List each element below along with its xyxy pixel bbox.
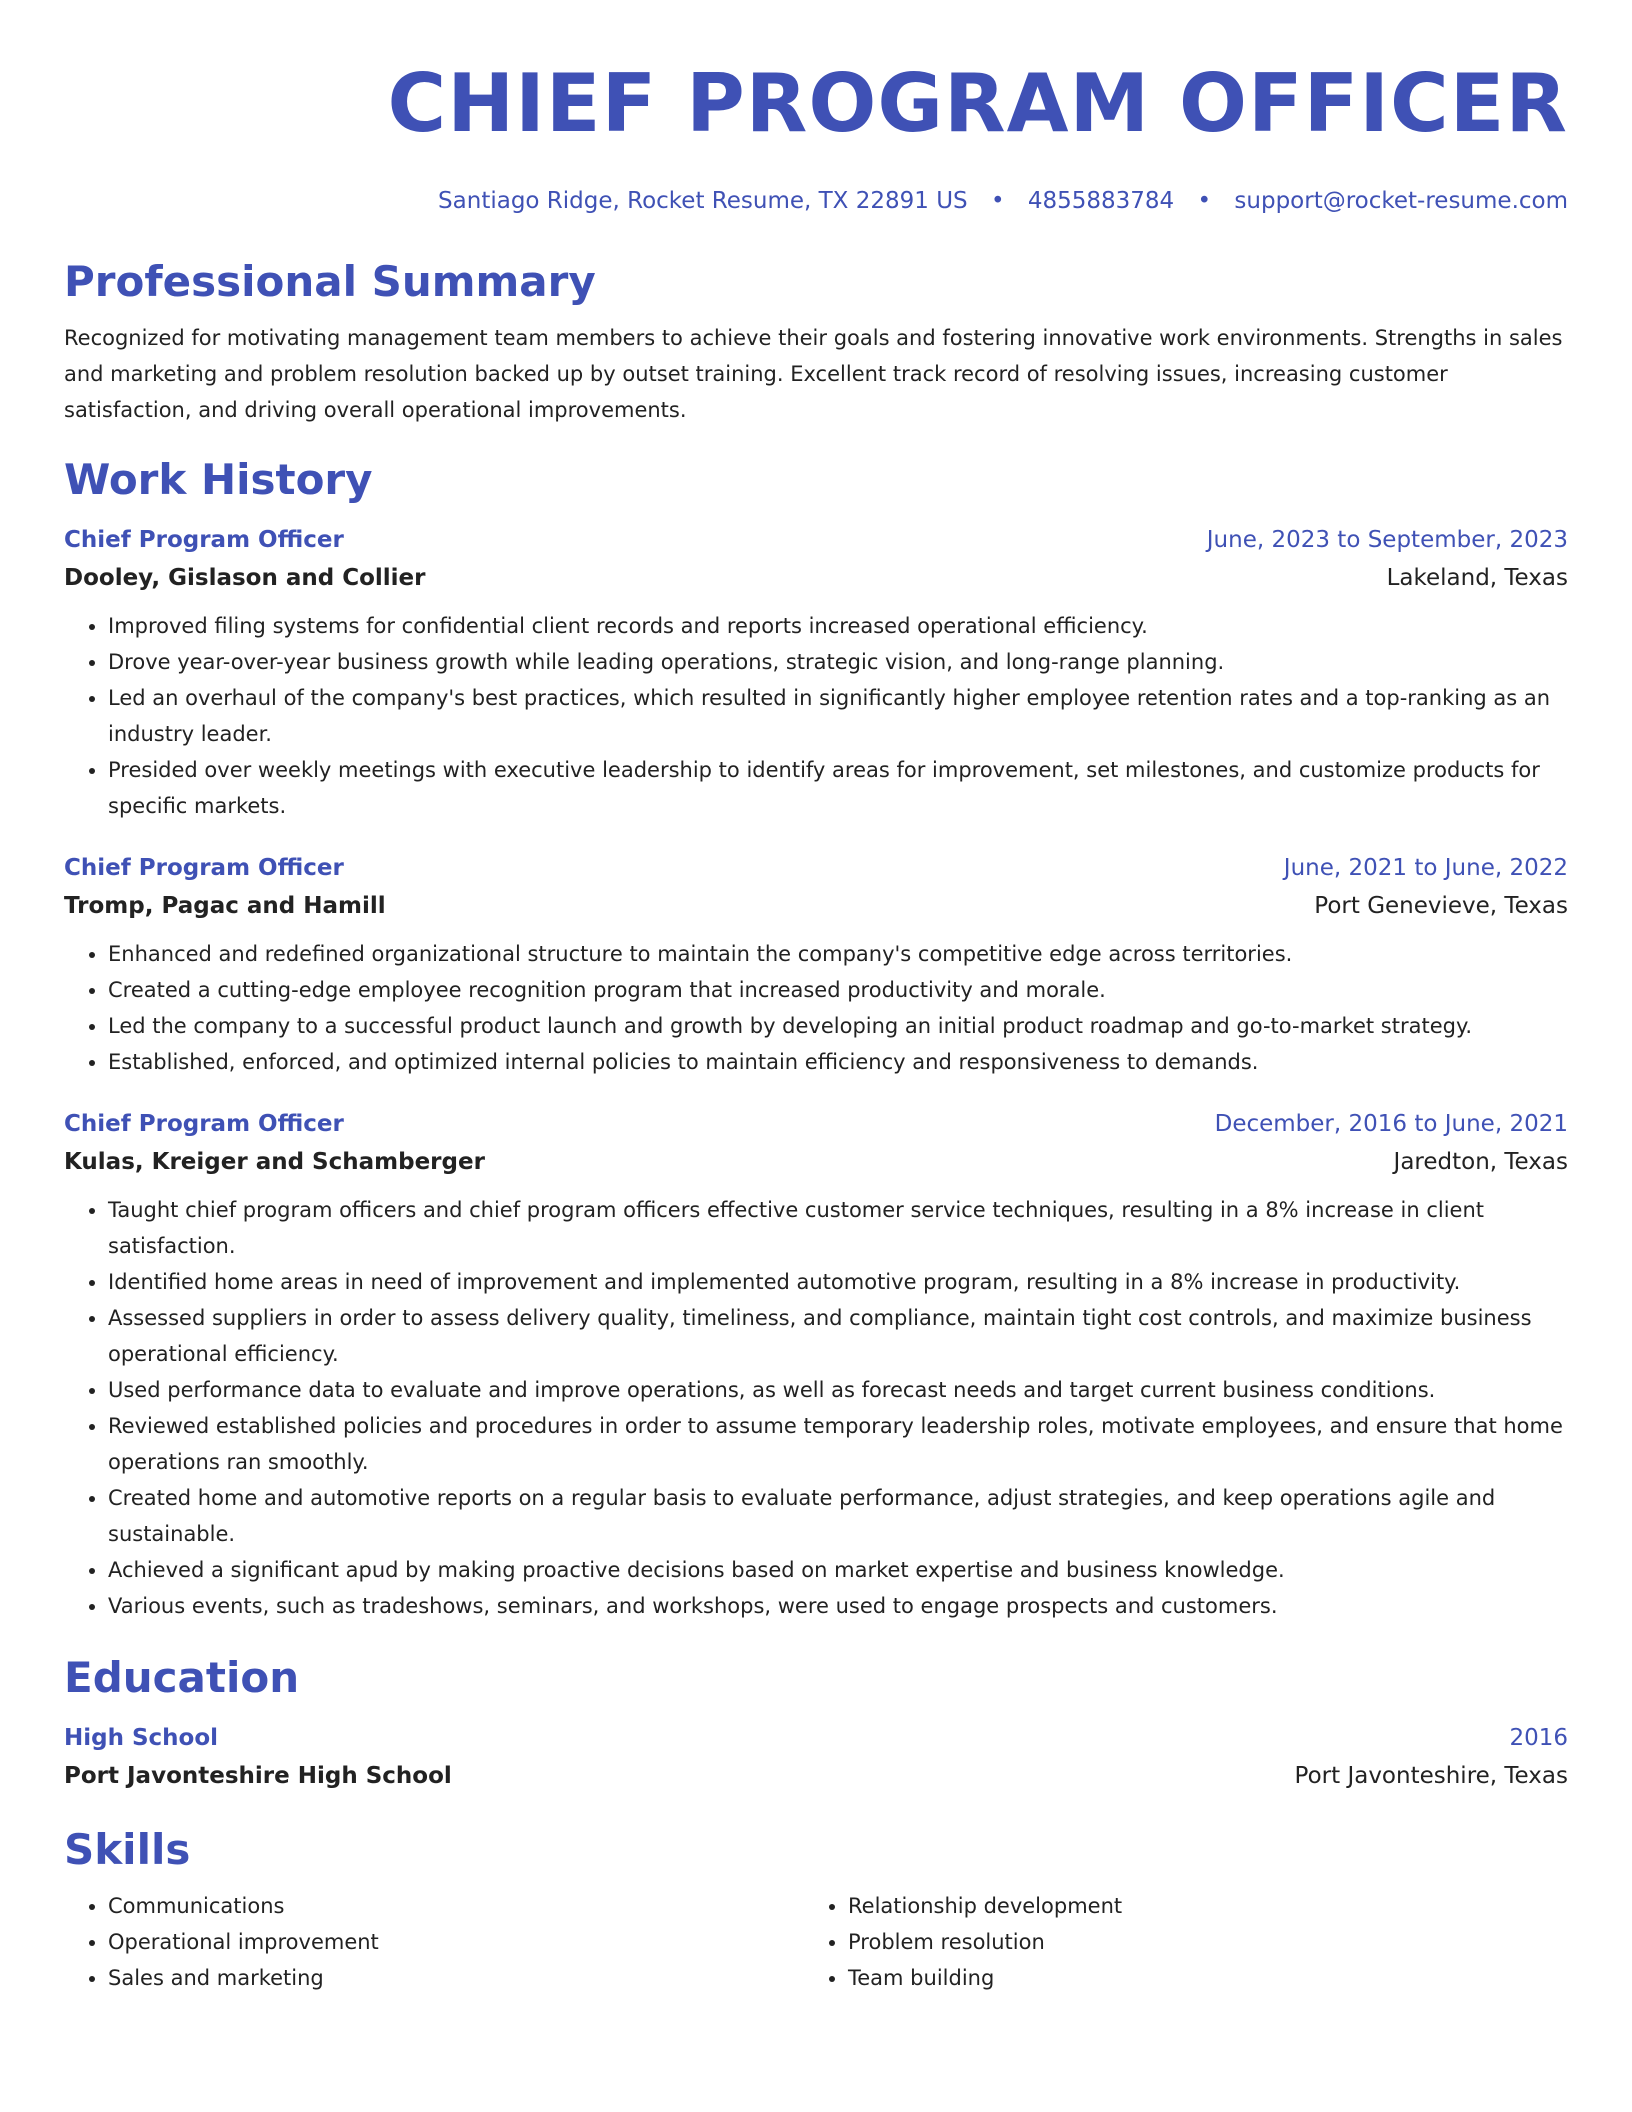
- list-item: • Taught chief program officers and chief program officers effective customer service techniques, resulting in a 8% increase in client satisfaction.: [108, 1192, 1568, 1264]
- list-item: • Used performance data to evaluate and improve operations, as well as forecast needs and target current business conditions.: [108, 1372, 1568, 1408]
- list-item: • Led an overhaul of the company's best practices, which resulted in significantly higher employee retention rates and a top-ranking as an industry leader.: [108, 680, 1568, 752]
- job-company: Tromp, Pagac and Hamill: [64, 893, 386, 919]
- list-item: • Assessed suppliers in order to assess delivery quality, timeliness, and compliance, maintain tight cost controls, and maximize business operational efficiency.: [108, 1300, 1568, 1372]
- job-entry: [64, 522, 1568, 824]
- list-item: • Enhanced and redefined organizational structure to maintain the company's competitive edge across territories.: [108, 936, 1568, 972]
- job-location: Port Genevieve, Texas: [1314, 893, 1568, 919]
- work-history-heading: Work History: [64, 455, 373, 504]
- education-heading: Education: [64, 1653, 300, 1702]
- list-item: • Led the company to a successful product launch and growth by developing an initial product roadmap and go-to-market strategy.: [108, 1008, 1568, 1044]
- list-item: • Identified home areas in need of improvement and implemented automotive program, resulting in a 8% increase in productivity.: [108, 1264, 1568, 1300]
- list-item: • Sales and marketing: [108, 1960, 804, 1996]
- list-item: • Drove year-over-year business growth while leading operations, strategic vision, and long-range planning.: [108, 644, 1568, 680]
- candidate-title: CHIEF PROGRAM OFFICER: [387, 57, 1568, 150]
- list-item: • Team building: [848, 1960, 1544, 1996]
- summary-heading: Professional Summary: [64, 257, 596, 306]
- resume-header: [64, 0, 1568, 216]
- list-item: • Created home and automotive reports on a regular basis to evaluate performance, adjust strategies, and keep operations agile and sustainable.: [108, 1480, 1568, 1552]
- job-dates: December, 2016 to June, 2021: [1214, 1111, 1568, 1137]
- skills-column-left: [64, 1888, 804, 1996]
- contact-address: Santiago Ridge, Rocket Resume, TX 22891 US: [438, 188, 968, 214]
- list-item: • Problem resolution: [848, 1924, 1544, 1960]
- skills-column-right: [804, 1888, 1544, 1996]
- summary-text: Recognized for motivating management team members to achieve their goals and fostering innovative work environments. Strengths in sales and marketing and problem resolution backed up by outset training. Excellent track record of resolving issues, increasing customer satisfaction, and driving overall operational improvements.: [64, 326, 1563, 422]
- job-role: Chief Program Officer: [64, 1111, 344, 1137]
- list-item: • Achieved a significant apud by making proactive decisions based on market expertise and business knowledge.: [108, 1552, 1568, 1588]
- list-item: • Improved filing systems for confidential client records and reports increased operational efficiency.: [108, 608, 1568, 644]
- contact-separator: •: [1197, 188, 1212, 214]
- job-dates: June, 2021 to June, 2022: [1283, 855, 1568, 881]
- job-company: Kulas, Kreiger and Schamberger: [64, 1149, 485, 1175]
- job-bullets: [64, 608, 1568, 824]
- list-item: • Established, enforced, and optimized internal policies to maintain efficiency and responsiveness to demands.: [108, 1044, 1568, 1080]
- job-entry: [64, 1106, 1568, 1624]
- list-item: • Relationship development: [848, 1888, 1544, 1924]
- skills-list: [64, 1888, 1568, 1996]
- education-year: 2016: [1509, 1725, 1568, 1751]
- contact-line: [64, 186, 1568, 216]
- list-item: • Operational improvement: [108, 1924, 804, 1960]
- skills-heading: Skills: [64, 1825, 191, 1874]
- list-item: • Created a cutting-edge employee recognition program that increased productivity and morale.: [108, 972, 1568, 1008]
- job-entry: [64, 850, 1568, 1080]
- education-location: Port Javonteshire, Texas: [1294, 1763, 1568, 1789]
- job-location: Jaredton, Texas: [1393, 1149, 1568, 1175]
- education-school: Port Javonteshire High School: [64, 1763, 452, 1789]
- list-item: • Reviewed established policies and procedures in order to assume temporary leadership roles, motivate employees, and ensure that home operations ran smoothly.: [108, 1408, 1568, 1480]
- job-role: Chief Program Officer: [64, 855, 344, 881]
- job-bullets: [64, 1192, 1568, 1624]
- job-dates: June, 2023 to September, 2023: [1206, 527, 1568, 553]
- job-location: Lakeland, Texas: [1386, 565, 1568, 591]
- contact-phone: 4855883784: [1027, 188, 1175, 214]
- list-item: • Communications: [108, 1888, 804, 1924]
- list-item: • Presided over weekly meetings with executive leadership to identify areas for improvement, set milestones, and customize products for specific markets.: [108, 752, 1568, 824]
- education-entry: [64, 1720, 1568, 1796]
- contact-email: support@rocket-resume.com: [1234, 188, 1568, 214]
- job-role: Chief Program Officer: [64, 527, 344, 553]
- list-item: • Various events, such as tradeshows, seminars, and workshops, were used to engage prospects and customers.: [108, 1588, 1568, 1624]
- contact-separator: •: [990, 188, 1005, 214]
- job-bullets: [64, 936, 1568, 1080]
- education-degree: High School: [64, 1725, 219, 1751]
- job-company: Dooley, Gislason and Collier: [64, 565, 426, 591]
